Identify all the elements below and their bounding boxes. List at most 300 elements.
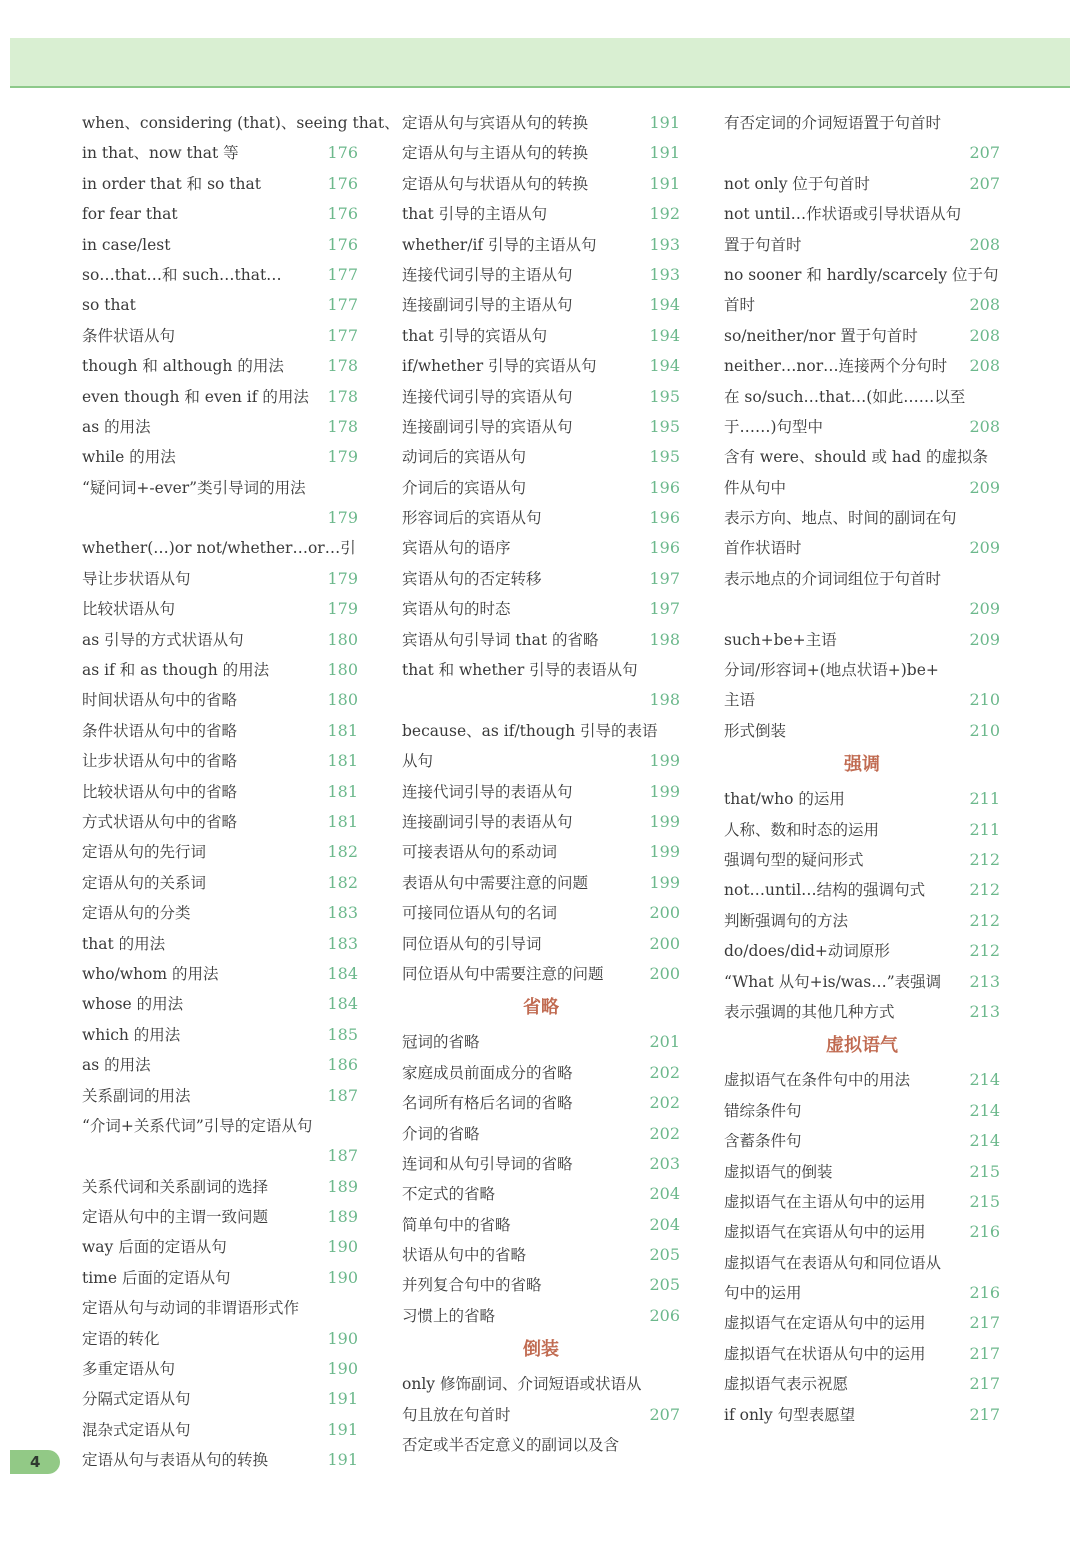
toc-entry-page: 212: [969, 910, 1000, 930]
toc-entry: [724, 1308, 1000, 1338]
toc-entry-title-line: 定语从句与动词的非谓语形式作: [82, 1299, 300, 1318]
toc-entry-title: whether/if 引导的主语从句: [402, 235, 597, 254]
toc-entry-title: 连接副词引导的宾语从句: [402, 417, 573, 436]
toc-entry-page: 194: [649, 325, 680, 345]
toc-entry-title: 条件状语从句: [82, 326, 176, 345]
toc-entry: [724, 1369, 1000, 1399]
toc-entry-page: 205: [649, 1275, 680, 1295]
toc-entry-page: 179: [327, 568, 358, 588]
toc-entry: [82, 1324, 358, 1354]
toc-entry-title: 句且放在句首时: [402, 1405, 511, 1424]
toc-entry-title: in that、now that 等: [82, 144, 239, 163]
toc-entry: [724, 716, 1000, 746]
toc-entry-title: 时间状语从句中的省略: [82, 691, 238, 710]
toc-entry: [82, 746, 358, 776]
toc-entry: [402, 108, 680, 138]
toc-entry-page: 197: [649, 599, 680, 619]
toc-entry-page: 199: [649, 842, 680, 862]
toc-entry-page: 208: [969, 234, 1000, 254]
toc-entry-title: 关系代词和关系副词的选择: [82, 1177, 269, 1196]
toc-entry-title: 条件状语从句中的省略: [82, 721, 238, 740]
toc-entry-title-line: 表示方向、地点、时间的副词在句: [724, 509, 957, 528]
toc-entry-title: 习惯上的省略: [402, 1306, 496, 1325]
toc-entry-page: 177: [327, 295, 358, 315]
toc-entry-page: 196: [649, 508, 680, 528]
toc-entry-title-line: only 修饰副词、介词短语或状语从: [402, 1375, 642, 1394]
toc-entry-title: 连接代词引导的主语从句: [402, 265, 573, 284]
toc-entry-title: 主语: [724, 691, 756, 710]
toc-entry-page: 194: [649, 295, 680, 315]
toc-entry: [82, 442, 358, 472]
toc-entry-page: 186: [327, 1055, 358, 1075]
toc-entry-page: 207: [649, 1404, 680, 1424]
toc-entry: [82, 716, 358, 746]
toc-entry-title: 关系副词的用法: [82, 1086, 191, 1105]
toc-entry: [82, 351, 358, 381]
toc-entry: [402, 533, 680, 563]
toc-entry-title-line: “介词+关系代词”引导的定语从句: [82, 1116, 313, 1135]
toc-entry: [724, 533, 1000, 563]
toc-entry-title: 错综条件句: [724, 1101, 802, 1120]
toc-entry: [402, 442, 680, 472]
toc-entry: [724, 1217, 1000, 1247]
toc-entry-title: if only 句型表愿望: [724, 1405, 856, 1424]
toc-entry-title: 定语从句的先行词: [82, 843, 207, 862]
toc-entry: [402, 1301, 680, 1331]
toc-entry: [402, 199, 680, 229]
toc-entry: [82, 655, 358, 685]
toc-entry: [402, 564, 680, 594]
toc-entry: [82, 868, 358, 898]
toc-entry-title: so/neither/nor 置于句首时: [724, 326, 918, 345]
toc-entry: [402, 746, 680, 776]
toc-entry: [82, 1050, 358, 1080]
toc-entry-title: 并列复合句中的省略: [402, 1276, 542, 1295]
toc-entry: [402, 382, 680, 412]
toc-entry-page: 200: [649, 903, 680, 923]
toc-entry-title: 形容词后的宾语从句: [402, 509, 542, 528]
toc-entry-title: 定语从句与表语从句的转换: [82, 1451, 269, 1470]
toc-entry-title: 冠词的省略: [402, 1033, 480, 1052]
toc-entry-title-line: 否定或半否定意义的副词以及含: [402, 1436, 620, 1455]
toc-entry-page: 194: [649, 356, 680, 376]
toc-entry: [724, 1065, 1000, 1095]
toc-entry-page: 213: [969, 1001, 1000, 1021]
section-heading: 虚拟语气: [826, 1035, 898, 1057]
section-heading: 省略: [523, 997, 559, 1019]
toc-entry-title: 连接副词引导的主语从句: [402, 296, 573, 315]
toc-entry: [724, 169, 1000, 199]
toc-entry-title: 动词后的宾语从句: [402, 448, 527, 467]
toc-entry-title: while 的用法: [82, 448, 176, 467]
toc-entry: [402, 929, 680, 959]
toc-entry-title: 连接代词引导的宾语从句: [402, 387, 573, 406]
toc-column-2: [402, 108, 680, 1460]
toc-entry: [82, 260, 358, 290]
toc-entry: [402, 868, 680, 898]
toc-entry-page: 176: [327, 234, 358, 254]
toc-entry: [724, 625, 1000, 655]
toc-entry: [724, 815, 1000, 845]
toc-entry-page: 209: [969, 599, 1000, 619]
header-rule: [10, 86, 1070, 88]
toc-entry-title-line: “疑问词+-ever”类引导词的用法: [82, 478, 306, 497]
toc-entry-page: 176: [327, 143, 358, 163]
toc-entry-title: 连词和从句引导词的省略: [402, 1154, 573, 1173]
toc-entry-title: not only 位于句首时: [724, 174, 870, 193]
toc-entry-page: 211: [969, 819, 1000, 839]
toc-entry: [402, 169, 680, 199]
toc-entry-title: 同位语从句中需要注意的问题: [402, 964, 604, 983]
toc-entry: [82, 1202, 358, 1232]
toc-entry: [402, 1088, 680, 1118]
toc-entry-title: 方式状语从句中的省略: [82, 812, 238, 831]
toc-entry: [82, 1384, 358, 1414]
toc-entry: [724, 784, 1000, 814]
toc-entry-title: 从句: [402, 752, 434, 771]
toc-entry-title: 定语从句与状语从句的转换: [402, 174, 589, 193]
toc-entry-title: 不定式的省略: [402, 1185, 496, 1204]
toc-entry-page: 191: [649, 113, 680, 132]
toc-entry-page: 189: [327, 1207, 358, 1227]
toc-entry: [724, 1126, 1000, 1156]
toc-entry: [82, 169, 358, 199]
toc-entry-page: 183: [327, 933, 358, 953]
toc-entry: [82, 321, 358, 351]
toc-entry-title-line: 在 so/such…that…(如此……以至: [724, 387, 966, 406]
toc-entry: [402, 473, 680, 503]
toc-entry-page: 208: [969, 416, 1000, 436]
toc-entry-title-line: 含有 were、should 或 had 的虚拟条: [724, 448, 989, 467]
toc-entry-page: 197: [649, 568, 680, 588]
toc-entry-title: 导让步状语从句: [82, 569, 191, 588]
toc-entry-title: such+be+主语: [724, 630, 837, 649]
toc-entry-title: if/whether 引导的宾语从句: [402, 357, 597, 376]
toc-entry-page: 190: [327, 1328, 358, 1348]
toc-entry-page: 185: [327, 1024, 358, 1044]
toc-entry-title: 连接副词引导的表语从句: [402, 812, 573, 831]
toc-entry-title: 虚拟语气的倒装: [724, 1162, 833, 1181]
toc-entry: [724, 845, 1000, 875]
toc-entry-page: 210: [969, 690, 1000, 710]
toc-entry-page: 181: [327, 751, 358, 771]
toc-entry-page: 199: [649, 811, 680, 831]
toc-entry-title: 混杂式定语从句: [82, 1420, 191, 1439]
toc-entry: [724, 1096, 1000, 1126]
toc-entry-page: 184: [327, 963, 358, 983]
toc-entry-title-line: when、considering (that)、seeing that、: [82, 114, 400, 132]
toc-entry: [82, 837, 358, 867]
toc-entry-title: 强调句型的疑问形式: [724, 850, 864, 869]
toc-entry-title-line: not until…作状语或引导状语从句: [724, 205, 962, 224]
toc-entry-title: 可接表语从句的系动词: [402, 843, 558, 862]
toc-entry-title: 宾语从句引导词 that 的省略: [402, 630, 599, 649]
toc-entry-title: which 的用法: [82, 1025, 181, 1044]
toc-entry-page: 190: [327, 1359, 358, 1379]
toc-entry-title: 定语从句的分类: [82, 904, 191, 923]
toc-entry-page: 177: [327, 264, 358, 284]
toc-entry-title: 虚拟语气在主语从句中的运用: [724, 1192, 926, 1211]
toc-entry: [82, 594, 358, 624]
toc-entry-title: as if 和 as though 的用法: [82, 661, 270, 680]
toc-entry-page: 178: [327, 416, 358, 436]
toc-entry: [82, 1263, 358, 1293]
toc-entry-title: 表语从句中需要注意的问题: [402, 873, 589, 892]
toc-entry-page: 191: [327, 1389, 358, 1409]
toc-entry-page: 179: [327, 508, 358, 528]
toc-entry-page: 199: [649, 781, 680, 801]
toc-entry-page: 208: [969, 356, 1000, 376]
toc-entry-title: 句中的运用: [724, 1284, 802, 1303]
toc-entry-page: 190: [327, 1237, 358, 1257]
toc-entry: [724, 473, 1000, 503]
toc-entry-title: 判断强调句的方法: [724, 911, 849, 930]
toc-entry: [402, 351, 680, 381]
toc-entry: [724, 290, 1000, 320]
toc-entry-title: even though 和 even if 的用法: [82, 387, 309, 406]
toc-entry-title: that 的用法: [82, 934, 166, 953]
toc-entry: [402, 1400, 680, 1430]
toc-entry-page: 202: [649, 1093, 680, 1113]
toc-entry-title: 虚拟语气在宾语从句中的运用: [724, 1223, 926, 1242]
toc-entry-title: 定语从句与宾语从句的转换: [402, 114, 589, 132]
toc-entry-page: 203: [649, 1153, 680, 1173]
toc-entry-page: 209: [969, 629, 1000, 649]
toc-entry-title: 于……)句型中: [724, 417, 824, 436]
toc-entry-page: 195: [649, 386, 680, 406]
toc-entry-page: 216: [969, 1222, 1000, 1242]
toc-entry-title: 首时: [724, 296, 756, 315]
toc-entry-title: 宾语从句的否定转移: [402, 569, 542, 588]
toc-entry: [402, 1149, 680, 1179]
toc-entry: [82, 1172, 358, 1202]
toc-entry-title: 虚拟语气在定语从句中的运用: [724, 1314, 926, 1333]
toc-entry-title: who/whom 的用法: [82, 964, 219, 983]
toc-entry-title: 名词所有格后名词的省略: [402, 1094, 573, 1113]
toc-entry-page: 205: [649, 1245, 680, 1265]
toc-entry-title: though 和 although 的用法: [82, 357, 284, 376]
toc-entry-title: 含蓄条件句: [724, 1132, 802, 1151]
toc-entry: [82, 1232, 358, 1262]
toc-entry-title-line: 分词/形容词+(地点状语+)be+: [724, 661, 939, 680]
toc-entry-title-line: 表示地点的介词词组位于句首时: [724, 569, 942, 588]
toc-entry: [724, 412, 1000, 442]
toc-entry-title: whose 的用法: [82, 995, 184, 1014]
toc-entry: [82, 807, 358, 837]
toc-entry-page: 208: [969, 325, 1000, 345]
toc-entry: [82, 1081, 358, 1111]
toc-entry-title: “What 从句+is/was…”表强调: [724, 972, 942, 991]
toc-entry: [402, 807, 680, 837]
toc-entry-title: 介词的省略: [402, 1124, 480, 1143]
toc-entry: [724, 321, 1000, 351]
toc-entry-title: 让步状语从句中的省略: [82, 752, 238, 771]
toc-entry: [402, 412, 680, 442]
toc-entry: [82, 199, 358, 229]
toc-entry: [402, 777, 680, 807]
toc-entry: [724, 1187, 1000, 1217]
toc-entry-title-line: because、as if/though 引导的表语: [402, 721, 658, 740]
toc-entry-page: 215: [969, 1191, 1000, 1211]
toc-entry-title: 多重定语从句: [82, 1360, 176, 1379]
toc-entry: [402, 321, 680, 351]
toc-entry: [402, 898, 680, 928]
toc-entry-title: do/does/did+动词原形: [724, 942, 890, 961]
toc-entry: [724, 906, 1000, 936]
toc-entry-page: 190: [327, 1267, 358, 1287]
toc-entry: [402, 959, 680, 989]
toc-entry-page: 182: [327, 872, 358, 892]
toc-entry-page: 209: [969, 538, 1000, 558]
toc-entry: [82, 1445, 358, 1475]
toc-entry-page: 191: [327, 1450, 358, 1470]
toc-entry-title: 人称、数和时态的运用: [724, 820, 880, 839]
toc-entry-page: 193: [649, 264, 680, 284]
toc-entry-page: 198: [649, 690, 680, 710]
toc-entry-page: 184: [327, 994, 358, 1014]
toc-entry-page: 181: [327, 781, 358, 801]
toc-entry-title-line: 有否定词的介词短语置于句首时: [724, 114, 942, 132]
toc-entry-page: 199: [649, 872, 680, 892]
toc-entry: [82, 290, 358, 320]
toc-entry-page: 216: [969, 1283, 1000, 1303]
toc-entry-title: 家庭成员前面成分的省略: [402, 1063, 573, 1082]
toc-entry: [82, 1020, 358, 1050]
toc-entry-page: 209: [969, 477, 1000, 497]
toc-entry: [82, 412, 358, 442]
toc-entry: [724, 230, 1000, 260]
toc-entry: [402, 625, 680, 655]
toc-entry-title: 简单句中的省略: [402, 1215, 511, 1234]
toc-entry-page: 217: [969, 1313, 1000, 1333]
toc-entry-page: 200: [649, 963, 680, 983]
toc-entry-title: 宾语从句的时态: [402, 600, 511, 619]
toc-entry-title: in order that 和 so that: [82, 174, 261, 193]
toc-entry-page: 179: [327, 447, 358, 467]
toc-entry-title: 虚拟语气在状语从句中的运用: [724, 1344, 926, 1363]
toc-entry: [724, 875, 1000, 905]
toc-entry-title: 同位语从句的引导词: [402, 934, 542, 953]
page-number: 4: [30, 1453, 41, 1471]
toc-entry-page: 189: [327, 1176, 358, 1196]
toc-entry-page: 211: [969, 789, 1000, 809]
toc-entry: [724, 351, 1000, 381]
toc-entry: [402, 1119, 680, 1149]
toc-entry-title: neither…nor…连接两个分句时: [724, 357, 948, 376]
toc-entry-page: 181: [327, 720, 358, 740]
toc-entry: [724, 936, 1000, 966]
toc-entry-page: 195: [649, 447, 680, 467]
toc-entry-title: as 的用法: [82, 417, 151, 436]
toc-entry-page: 212: [969, 880, 1000, 900]
toc-entry-title: 定语从句的关系词: [82, 873, 207, 892]
toc-entry-page: 204: [649, 1214, 680, 1234]
toc-entry: [82, 382, 358, 412]
toc-entry-page: 202: [649, 1062, 680, 1082]
toc-entry-page: 207: [969, 143, 1000, 163]
toc-entry-page: 213: [969, 971, 1000, 991]
toc-entry-title: 介词后的宾语从句: [402, 478, 527, 497]
toc-entry-page: 201: [649, 1032, 680, 1052]
toc-entry-page: 195: [649, 416, 680, 436]
toc-entry-title-line: 虚拟语气在表语从句和同位语从: [724, 1253, 942, 1272]
toc-entry-title: so that: [82, 296, 136, 315]
toc-entry-title: way 后面的定语从句: [82, 1238, 227, 1257]
toc-entry-page: 202: [649, 1123, 680, 1143]
toc-entry-page: 187: [327, 1085, 358, 1105]
toc-entry-page: 176: [327, 173, 358, 193]
toc-entry-title-line: that 和 whether 引导的表语从句: [402, 661, 638, 680]
toc-entry-page: 178: [327, 386, 358, 406]
toc-entry-page: 210: [969, 720, 1000, 740]
toc-entry: [402, 1058, 680, 1088]
toc-entry: [724, 1278, 1000, 1308]
toc-entry-page: 177: [327, 325, 358, 345]
toc-entry: [402, 260, 680, 290]
toc-entry-page: 214: [969, 1131, 1000, 1151]
toc-entry: [724, 967, 1000, 997]
toc-entry: [724, 1157, 1000, 1187]
toc-entry-page: 196: [649, 538, 680, 558]
toc-entry-page: 180: [327, 690, 358, 710]
toc-entry-title-line: whether(…)or not/whether…or…引: [82, 539, 356, 558]
toc-entry: [402, 1270, 680, 1300]
toc-entry-page: 204: [649, 1184, 680, 1204]
toc-entry-page: 207: [969, 173, 1000, 193]
toc-entry: [82, 959, 358, 989]
toc-entry-page: 176: [327, 204, 358, 224]
toc-entry: [402, 594, 680, 624]
toc-entry: [402, 1240, 680, 1270]
toc-entry-page: 198: [649, 629, 680, 649]
toc-entry-title: 定语的转化: [82, 1329, 160, 1348]
toc-entry-page: 191: [327, 1419, 358, 1439]
toc-entry-page: 196: [649, 477, 680, 497]
section-heading: 强调: [844, 754, 880, 776]
toc-entry-title: that/who 的运用: [724, 790, 845, 809]
toc-entry-title: 首作状语时: [724, 539, 802, 558]
toc-entry-title: 比较状语从句中的省略: [82, 782, 238, 801]
toc-entry: [82, 989, 358, 1019]
toc-entry: [82, 777, 358, 807]
toc-entry-title: not…until…结构的强调句式: [724, 881, 926, 900]
toc-entry: [82, 1415, 358, 1445]
toc-entry-page: 214: [969, 1100, 1000, 1120]
toc-entry-page: 215: [969, 1161, 1000, 1181]
toc-column-1: [82, 108, 400, 1476]
toc-entry: [82, 929, 358, 959]
toc-entry: [82, 898, 358, 928]
header-band: [10, 38, 1070, 86]
toc-entry-title: that 引导的宾语从句: [402, 326, 548, 345]
toc-entry: [402, 1179, 680, 1209]
toc-entry-page: 180: [327, 660, 358, 680]
toc-entry: [402, 230, 680, 260]
toc-entry: [82, 138, 358, 168]
toc-entry-title: 可接同位语从句的名词: [402, 904, 558, 923]
toc-entry: [82, 564, 358, 594]
toc-entry-title: 虚拟语气在条件句中的用法: [724, 1071, 911, 1090]
toc-entry-page: 183: [327, 903, 358, 923]
toc-entry: [82, 230, 358, 260]
toc-entry-page: 217: [969, 1374, 1000, 1394]
toc-entry-page: 187: [327, 1146, 358, 1166]
toc-entry-title: 定语从句中的主谓一致问题: [82, 1208, 269, 1227]
toc-entry: [82, 685, 358, 715]
toc-entry-page: 192: [649, 204, 680, 224]
toc-entry: [724, 997, 1000, 1027]
toc-entry-title: 虚拟语气表示祝愿: [724, 1375, 849, 1394]
